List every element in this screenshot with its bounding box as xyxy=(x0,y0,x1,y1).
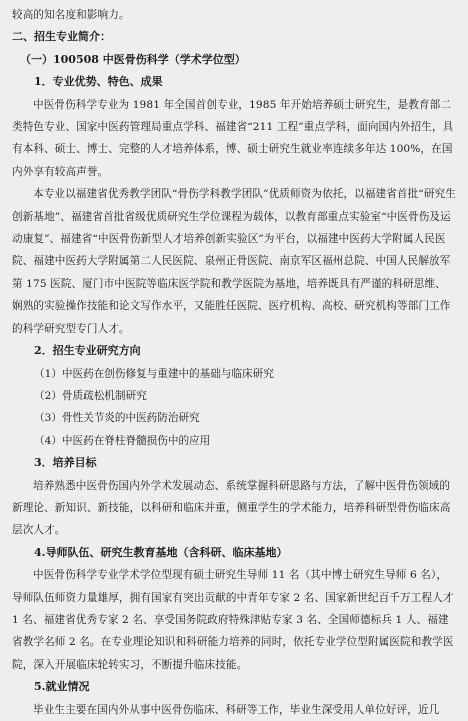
s3-heading: 3．培养目标 xyxy=(34,456,97,470)
research-direction-item: （2）骨质疏松机制研究 xyxy=(34,389,147,402)
s1-heading: 1．专业优势、特色、成果 xyxy=(34,75,163,89)
s1-paragraph-2: 本专业以福建省优秀教学团队“骨伤学科教学团队”优质师资为依托，以福建省首批“研究生创新基地”、福建省首批省级优质研究生学位课程为载体，以教育部重点实验室“中医骨伤及运动康复”、福建省“中医骨伤新型人才培养创新实验区”为平台，以福建中医药大学附属人民医院、福建中医药大学附属第二人民医院、泉州正骨医院、南京军区福州总院、中国人民解放军第 175 医院、厦门市中医院等临床医学院和教学医院为基地，培养既具有严谨的科研思维、娴熟的实验操作技能和论文写作水平，又能胜任医院、医疗机构、高校、研究机构等部门工作的科学研究型专门人才。 xyxy=(12,188,456,335)
research-direction-item: （3）骨性关节炎的中医药防治研究 xyxy=(34,412,200,425)
program-title: （一）100508 中医骨伤科学（学术学位型） xyxy=(20,52,246,66)
s2-heading: 2．招生专业研究方向 xyxy=(34,344,141,358)
s4-paragraph-1: 中医骨伤科学专业学术学位型现有硕士研究生导师 11 名（其中博士研究生导师 6 名），导师队伍师资力量雄厚，拥有国家有突出贡献的中青年专家 2 名、国家新世纪百千万工程人才 1 名、福建省优秀专家 2 名、享受国务院政府特殊津贴专家 3 名、全国师德标兵 1 人、福建省教学名师 2 名。在专业理论知识和科研能力培养的同时，依托专业学位型附属医院和教学医院，深入开展临床轮转实习，不断提升临床技能。 xyxy=(12,569,454,671)
research-direction-item: （4）中医药在脊柱脊髓损伤中的应用 xyxy=(34,434,211,447)
intro-tail-text: 较高的知名度和影响力。 xyxy=(12,9,130,21)
s1-paragraph-1: 中医骨伤科学专业为 1981 年全国首创专业，1985 年开始培养硕士研究生，是教育部二类特色专业、国家中医药管理局重点学科、福建省“211 工程”重点学科，面向国内外招生，具有本科、硕士、博士、完整的人才培养体系，博、硕士研究生就业率连续多年达 100%，在国内外享有较高声誉。 xyxy=(12,98,454,178)
s4-heading: 4.导师队伍、研究生教育基地（含科研、临床基地） xyxy=(34,545,288,559)
research-direction-item: （1）中医药在创伤修复与重建中的基础与临床研究 xyxy=(34,367,274,380)
s5-heading: 5.就业情况 xyxy=(34,680,90,694)
s3-paragraph-1: 培养熟悉中医骨伤国内外学术发展动态、系统掌握科研思路与方法，了解中医骨伤领域的新理论、新知识、新技能，以科研和临床并重，侧重学生的学术能力，培养科研型骨伤临床高层次人才。 xyxy=(12,479,451,537)
s5-paragraph-1: 毕业生主要在国内外从事中医骨伤临床、科研等工作，毕业生深受用人单位好评，近几 xyxy=(33,703,440,716)
section-title: 二、招生专业简介： xyxy=(12,30,111,44)
